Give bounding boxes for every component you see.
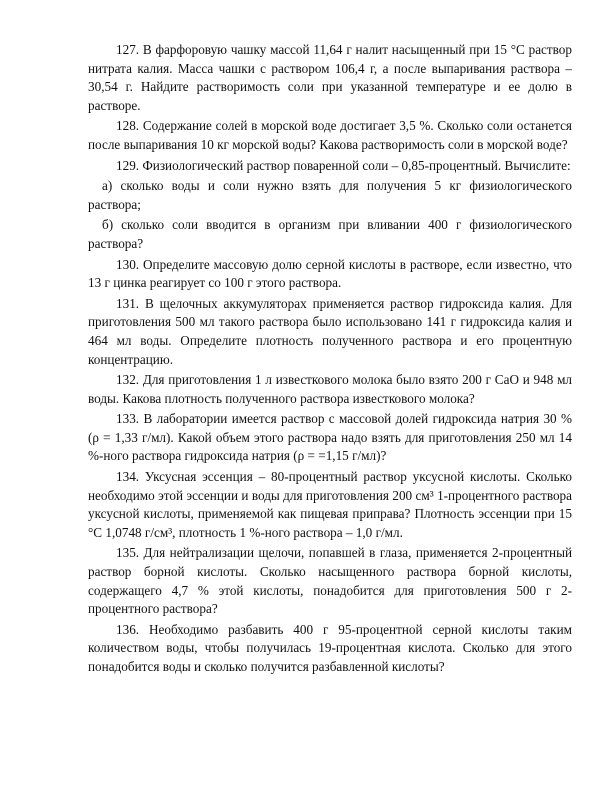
problem-135: 135. Для нейтрализации щелочи, попавшей в глаза, применяется 2-процентный раствор борной кислоты. Сколько насыщенного раствора борной кислоты, содержащего 4,7 % этой кислоты, понадобится для приготовления 500 г 2-процентного раствора?	[88, 545, 572, 617]
problem-130: 130. Определите массовую долю серной кислоты в растворе, если известно, что 13 г цинка реагирует со 100 г этого раствора.	[88, 256, 572, 291]
problem-127: 127. В фарфоровую чашку массой 11,64 г налит насыщенный при 15 °С раствор нитрата калия. Масса чашки с раствором 106,4 г, а после выпаривания раствора – 30,54 г. Найдите растворимость соли при указанной температуре и ее долю в растворе.	[88, 42, 572, 113]
problem-134: 134. Уксусная эссенция – 80-процентный раствор уксусной кислоты. Сколько необходимо этой эссенции и воды для приготовления 200 см³ 1-процентного раствора уксусной кислоты, применяемой как пищевая приправа? Плотность эссенции при 15 °С 1,0748 г/см³, плотность 1 %-ного раствора – 1,0 г/мл.	[88, 469, 572, 540]
problem-128: 128. Содержание солей в морской воде достигает 3,5 %. Сколько соли останется после выпаривания 10 кг морской воды? Какова растворимость соли в морской воде?	[88, 118, 572, 152]
problem-131: 131. В щелочных аккумуляторах применяется раствор гидроксида калия. Для приготовления 500 мл такого раствора было использовано 141 г гидроксида калия и 464 мл воды. Определите плотность полученного раствора и его процентную концентрацию.	[88, 295, 572, 367]
document-page	[88, 41, 572, 679]
problem-129: 129. Физиологический раствор поваренной соли – 0,85-процентный. Вычислите:	[116, 157, 571, 173]
problem-133: 133. В лаборатории имеется раствор с массовой долей гидроксида натрия 30 % (ρ = 1,33 г/мл). Какой объем этого раствора надо взять для приготовления 250 мл 14 %-ного раствора гидроксида натрия (ρ = =1,15 г/мл)?	[88, 411, 572, 464]
problem-129-part-b: б) сколько соли вводится в организм при вливании 400 г физиологического раствора?	[88, 217, 572, 251]
problem-136: 136. Необходимо разбавить 400 г 95-процентной серной кислоты таким количеством воды, чтобы получилась 19-процентная кислота. Сколько для этого понадобится воды и сколько получится разбавленной кислоты?	[88, 621, 572, 674]
problem-132: 132. Для приготовления 1 л известкового молока было взято 200 г CaO и 948 мл воды. Какова плотность полученного раствора известкового молока?	[88, 372, 572, 406]
problem-129-part-a: а) сколько воды и соли нужно взять для получения 5 кг физиологического раствора;	[88, 178, 572, 212]
